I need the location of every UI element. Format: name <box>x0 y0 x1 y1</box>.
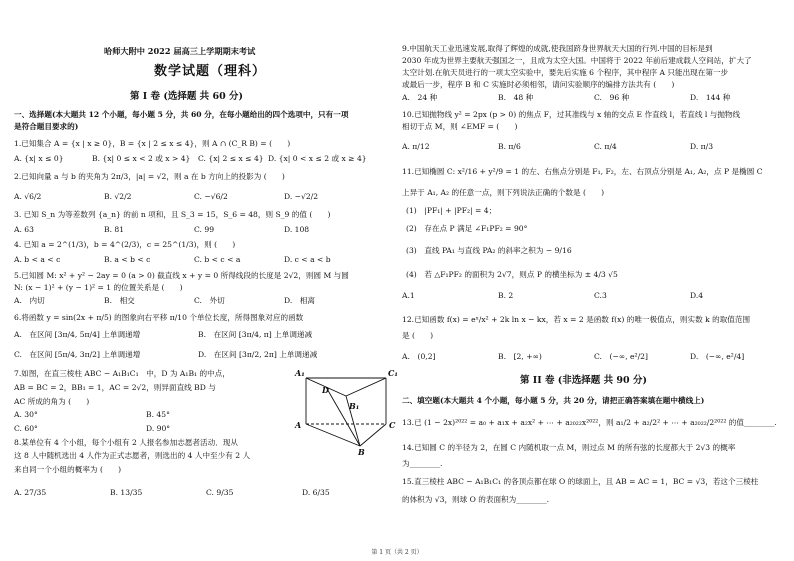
edge-bc <box>360 424 386 446</box>
question-5-line1: 5.已知圆 M: x² + y² − 2ay = 0 (a > 0) 截直线 x + y = 0 所得线段的长度是 2√2，则圆 M 与圆 <box>14 271 349 280</box>
q9-option-c[interactable]: C. 96 种 <box>594 93 630 102</box>
label-b: B <box>358 447 365 456</box>
q5-option-d[interactable]: D. 相离 <box>284 296 316 305</box>
part2-heading: 第 II 卷 (非选择题 共 90 分) <box>520 375 647 386</box>
question-6-options-row1 <box>14 330 312 340</box>
question-10-line1: 10.已知抛物线 y² = 2px (p > 0) 的焦点 F，过其准线与 x 轴的交点 E 作直线 l，若直线 l 与抛物线 <box>402 110 741 119</box>
q12-option-c[interactable]: C. (−∞, e²/2] <box>594 352 648 361</box>
question-11-statement-4: (4) 若 △F₁PF₂ 的面积为 2√7，则点 P 的横坐标为 ± 4/3 √5 <box>406 270 618 279</box>
question-9-line2: 2030 年成为世界主要航天强国之一，且成为太空大国。中国将于 2022 年前后建成载人空间站，扩大了 <box>402 56 752 65</box>
q1-option-a[interactable]: A. {x| x ≤ 0} <box>14 154 64 163</box>
q9-option-b[interactable]: B. 48 种 <box>498 93 534 102</box>
page-footer: 第 1 页（共 2 页） <box>371 549 423 556</box>
label-c: C <box>389 420 396 430</box>
question-7-options-row1 <box>14 410 170 420</box>
q7-option-b[interactable]: B. 45° <box>146 410 170 419</box>
label-c1: C₁ <box>388 368 398 378</box>
question-8-line3: 来自同一个小组的概率为 ( ) <box>14 465 122 474</box>
q12-option-b[interactable]: B. [2, +∞) <box>498 352 542 361</box>
sec1-instruction-line1: 一、选择题(本大题共 12 个小题，每小题 5 分，共 60 分，在每小题给出的四个选项中，只有一项 <box>14 110 349 119</box>
q11-option-b[interactable]: B. 2 <box>498 291 514 300</box>
paper-title: 数学试题（理科） <box>154 64 267 79</box>
q12-option-a[interactable]: A. (0,2] <box>402 352 436 361</box>
question-6-options-row2 <box>14 350 317 360</box>
question-7-line3: AC 所成的角为 ( ) <box>14 397 90 406</box>
question-11-options <box>402 291 703 301</box>
q4-option-b[interactable]: B. a < b < c <box>104 255 151 264</box>
question-3: 3. 已知 S_n 为等差数列 {a_n} 的前 n 项和，且 S_3 = 15，S_6 = 48，则 S_9 的值 ( ) <box>14 210 331 219</box>
question-15-line1: 15.直三棱柱 ABC − A₁B₁C₁ 的各顶点都在球 O 的球面上，且 AB = AC = 1，BC = √3，若这个三棱柱 <box>402 477 759 486</box>
q11-option-c[interactable]: C.3 <box>594 291 607 300</box>
question-4: 4. 已知 a = 2^(1/3)，b = 4^(2/3)，c = 25^(1/3)，则 ( ) <box>14 240 236 249</box>
question-11-line2: 上异于 A₁, A₂ 的任意一点，则下列说法正确的个数是 ( ) <box>402 188 605 197</box>
q4-option-c[interactable]: C. b < c < a <box>194 255 241 264</box>
question-2: 2.已知向量 a 与 b 的夹角为 2π/3，|a| = √2，则 a 在 b 方向上的投影为 ( ) <box>14 172 285 181</box>
sec1-instruction-line2: 是符合题目要求的) <box>14 122 79 131</box>
q8-option-c[interactable]: C. 9/35 <box>206 488 234 497</box>
question-8-options <box>14 488 330 498</box>
question-10-options <box>402 142 713 152</box>
sec2-instruction: 二、填空题(本大题共 4 个小题，每小题 5 分，共 20 分，请把正确答案填在题中横线上) <box>402 396 705 405</box>
q6-option-a[interactable]: A. 在区间 [3π/4, 5π/4] 上单调递增 <box>14 330 141 339</box>
question-8-line2: 这 8 人中随机选出 4 人作为正式志愿者，则选出的 4 人中至少有 2 人 <box>14 451 251 460</box>
question-13: 13.已 (1 − 2x)²⁰²² = a₀ + a₁x + a₂x² + ⋯ + a₂₀₂₂x²⁰²²，则 a₁/2 + a₂/2² + ⋯ + a₂₀₂₂/2²⁰²² 的值________. <box>402 418 777 427</box>
q11-option-a[interactable]: A.1 <box>402 291 415 300</box>
q7-option-d[interactable]: D. 90° <box>146 424 171 433</box>
q1-option-c[interactable]: C. {x| 2 ≤ x ≤ 4} <box>198 154 264 163</box>
q6-option-d[interactable]: D. 在区间 [3π/2, 2π] 上单调递减 <box>198 350 318 359</box>
q3-option-b[interactable]: B. 81 <box>104 225 125 234</box>
question-14-line2: 为________. <box>402 459 443 468</box>
q4-option-a[interactable]: A. b < a < c <box>14 255 61 264</box>
question-3-options <box>14 225 309 235</box>
question-5-line2: N: (x − 1)² + (y − 1)² = 1 的位置关系是 ( ) <box>14 283 183 292</box>
q4-option-d[interactable]: D. c < a < b <box>284 255 331 264</box>
question-6: 6.将函数 y = sin(2x + π/5) 的图象向右平移 π/10 个单位长度，所得图象对应的函数 <box>14 313 304 322</box>
school-header: 哈师大附中 2022 届高三上学期期末考试 <box>104 46 256 56</box>
question-5-options <box>14 296 315 306</box>
q6-option-c[interactable]: C. 在区间 [5π/4, 3π/2] 上单调递增 <box>14 350 141 359</box>
question-2-options <box>14 192 318 202</box>
question-9-line3: 太空计划.在航天员进行的一项太空实验中，要先后实施 6 个程序，其中程序 A 只能出现在第一步 <box>402 68 729 77</box>
question-4-options <box>14 255 331 265</box>
q5-option-b[interactable]: B. 相交 <box>104 296 135 305</box>
q3-option-d[interactable]: D. 108 <box>284 225 310 234</box>
part1-heading: 第 I 卷 (选择题 共 60 分) <box>130 91 243 102</box>
question-9-line1: 9.中国航天工业迅速发展,取得了辉煌的成就,使我国跻身世界航天大国的行列.中国的目标是到 <box>402 44 713 53</box>
edge-b1c1 <box>346 378 386 396</box>
label-a1: A₁ <box>295 368 305 378</box>
question-7-line1: 7.如图，在直三棱柱 ABC − A₁B₁C₁ 中，D 为 A₁B₁ 的中点， <box>14 369 230 378</box>
question-1-options <box>14 154 367 164</box>
question-12-line2: 是 ( ) <box>402 331 434 340</box>
q9-option-d[interactable]: D. 144 种 <box>690 93 731 102</box>
prism-figure <box>294 366 400 456</box>
q2-option-a[interactable]: A. √6/2 <box>14 192 42 201</box>
q10-option-d[interactable]: D. π/3 <box>690 142 714 151</box>
q10-option-a[interactable]: A. π/12 <box>402 142 430 151</box>
question-14-line1: 14.已知圆 C 的半径为 2，在圆 C 内随机取一点 M，则过点 M 的所有弦的长度都大于 2√3 的概率 <box>402 443 736 452</box>
label-a: A <box>295 420 302 430</box>
question-11-statement-3: (3) 直线 PA₁ 与直线 PA₂ 的斜率之积为 − 9/16 <box>406 246 572 255</box>
question-12-line1: 12.已知函数 f(x) = eˣ/x² + 2k ln x − kx，若 x = 2 是函数 f(x) 的唯一极值点，则实数 k 的取值范围 <box>402 315 751 324</box>
q7-option-a[interactable]: A. 30° <box>14 410 38 419</box>
q8-option-b[interactable]: B. 13/35 <box>110 488 143 497</box>
q2-option-d[interactable]: D. −√2/2 <box>284 192 319 201</box>
label-d: D <box>322 385 329 395</box>
question-7-options-row2 <box>14 424 170 434</box>
question-9-options <box>402 93 730 103</box>
q5-option-a[interactable]: A. 内切 <box>14 296 45 305</box>
question-7-line2: AB = BC = 2，BB₁ = 1，AC = 2√2，则异面直线 BD 与 <box>14 383 216 392</box>
label-b1: B₁ <box>349 401 360 411</box>
q2-option-b[interactable]: B. √2/2 <box>104 192 132 201</box>
question-9-line4: 或最后一步，程序 B 和 C 实施时必须相邻，请问实验顺序的编排方法共有 ( ) <box>402 80 675 89</box>
question-12-options <box>402 352 744 362</box>
question-11-line1: 11.已知椭圆 C: x²/16 + y²/9 = 1 的左、右焦点分别是 F₁, F₂，左、右顶点分别是 A₁, A₂，点 P 是椭圆 C <box>402 167 763 176</box>
q3-option-a[interactable]: A. 63 <box>14 225 34 234</box>
q9-option-a[interactable]: A. 24 种 <box>402 93 438 102</box>
edge-ab <box>306 424 360 446</box>
question-10-line2: 相切于点 M，则 ∠EMF = ( ) <box>402 122 518 131</box>
q2-option-c[interactable]: C. −√6/2 <box>194 192 228 201</box>
q8-option-a[interactable]: A. 27/35 <box>14 488 47 497</box>
q10-option-b[interactable]: B. π/6 <box>498 142 521 151</box>
q1-option-d[interactable]: D. {x| 0 < x ≤ 2 或 x ≥ 4} <box>268 154 367 163</box>
question-11-statement-2: (2) 存在点 P 满足 ∠F₁PF₂ = 90° <box>406 224 528 233</box>
question-15-line2: 的体积为 √3，则球 O 的表面积为________. <box>402 495 550 504</box>
q8-option-d[interactable]: D. 6/35 <box>302 488 330 497</box>
q12-option-d[interactable]: D. (−∞, e²/4] <box>690 352 745 361</box>
q11-option-d[interactable]: D.4 <box>690 291 704 300</box>
question-1: 1.已知集合 A = {x | x ≥ 0}，B = {x | 2 ≤ x ≤ 4}，则 A ∩ (C_R B) = ( ) <box>14 139 291 148</box>
q3-option-c[interactable]: C. 99 <box>194 225 215 234</box>
q10-option-c[interactable]: C. π/4 <box>594 142 617 151</box>
q1-option-b[interactable]: B. {x| 0 ≤ x < 2 或 x > 4} <box>92 154 191 163</box>
question-11-statement-1: (1) |PF₁| + |PF₂| = 4； <box>406 206 497 215</box>
question-8-line1: 8.某单位有 4 个小组，每个小组有 2 人报名参加志愿者活动．现从 <box>14 438 238 447</box>
q6-option-b[interactable]: B. 在区间 [3π/4, π] 上单调递减 <box>198 330 313 339</box>
q7-option-c[interactable]: C. 60° <box>14 424 38 433</box>
q5-option-c[interactable]: C. 外切 <box>194 296 225 305</box>
segment-bd <box>326 387 360 446</box>
